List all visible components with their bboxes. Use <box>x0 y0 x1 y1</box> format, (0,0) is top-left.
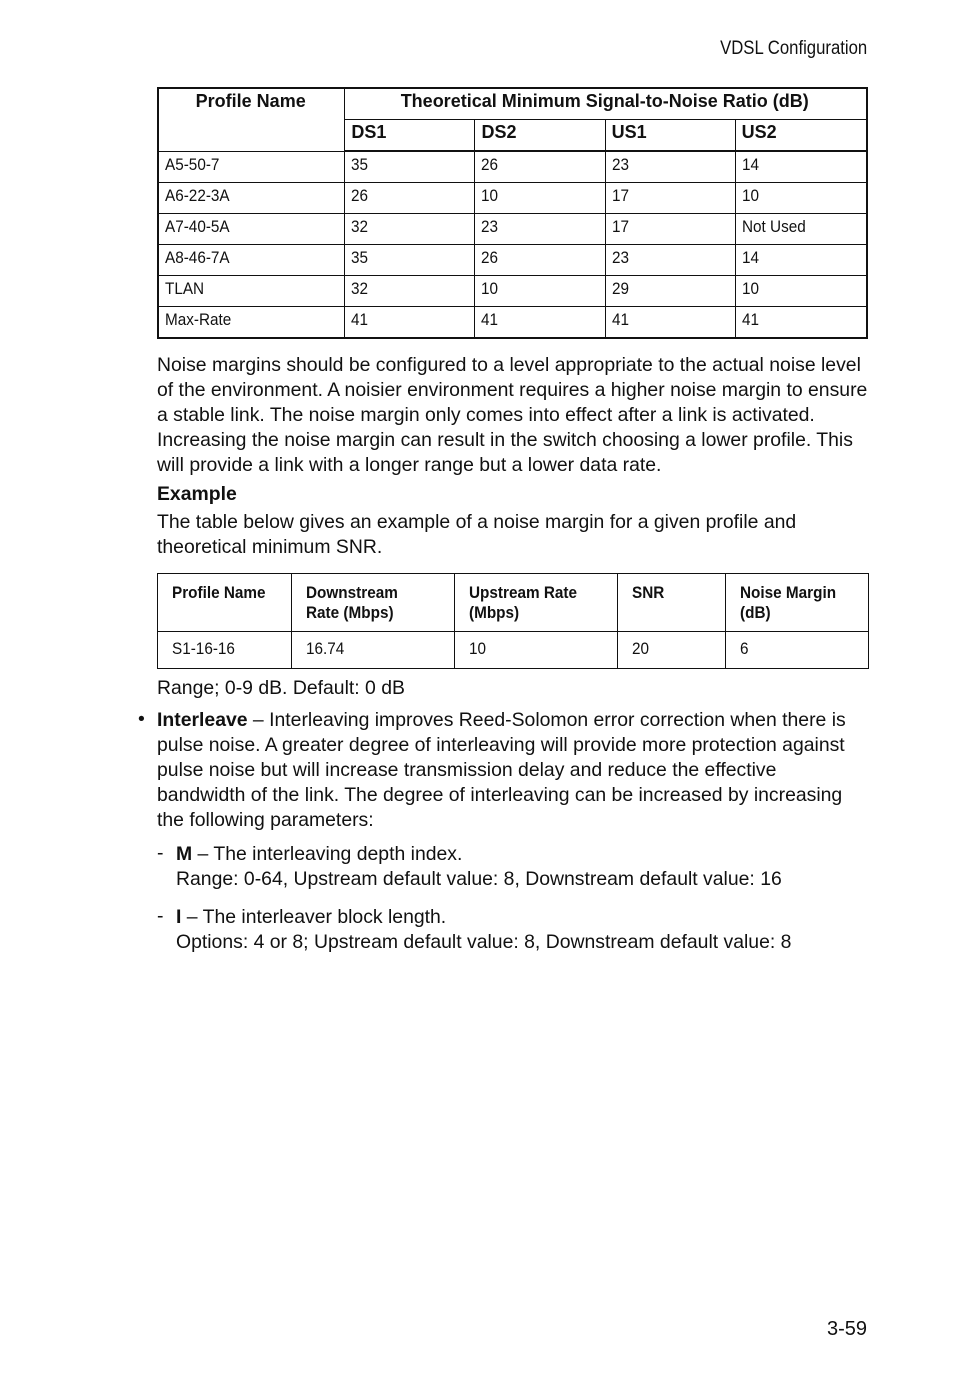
table-cell: A7-40-5A <box>158 214 345 245</box>
table-row <box>158 151 867 183</box>
example-heading: Example <box>157 483 237 505</box>
example-table <box>157 573 869 669</box>
table-cell: 10 <box>455 632 618 669</box>
table-cell: 35 <box>345 245 475 276</box>
sub-item-i <box>176 905 866 955</box>
table-cell: 14 <box>735 151 867 183</box>
column-header-snr-group: Theoretical Minimum Signal-to-Noise Ratio (dB) <box>345 88 867 120</box>
snr-table <box>157 87 868 339</box>
table-cell: 41 <box>475 307 605 339</box>
interleave-description: – Interleaving improves Reed-Solomon error correction when there is pulse noise. A greater degree of interleaving will provide more protection against pulse noise but will increase transmission delay and reduce the effective bandwidth of the link. The degree of interleaving can be increased by increasing the following parameters: <box>157 709 846 831</box>
table-cell: 32 <box>345 276 475 307</box>
column-header-us1: US1 <box>605 120 735 152</box>
column-header-upstream-rate: Upstream Rate (Mbps) <box>455 574 618 632</box>
table-cell: 16.74 <box>292 632 455 669</box>
sub-item-desc: – The interleaving depth index. <box>192 843 463 865</box>
table-cell: 41 <box>605 307 735 339</box>
table-cell: Max-Rate <box>158 307 345 339</box>
column-header-profile-name: Profile Name <box>158 88 345 151</box>
column-header-snr: SNR <box>618 574 726 632</box>
table-cell: Not Used <box>735 214 867 245</box>
table-row <box>158 214 867 245</box>
table-cell: A8-46-7A <box>158 245 345 276</box>
sub-item-term: M <box>176 843 193 865</box>
running-header: VDSL Configuration <box>719 38 867 59</box>
table-cell: 26 <box>475 245 605 276</box>
sub-item-detail: Range: 0-64, Upstream default value: 8, Downstream default value: 16 <box>176 868 782 890</box>
table-cell: 17 <box>605 183 735 214</box>
noise-margin-paragraph: Noise margins should be configured to a level appropriate to the actual noise level of the environment. A noisier environment requires a higher noise margin to ensure a stable link. The noise margin only comes into effect after a link is activated. Increasing the noise margin can result in the switch choosing a lower profile. This will provide a link with a longer range but a lower data rate. <box>157 354 868 476</box>
interleave-term: Interleave <box>157 709 248 731</box>
table-cell: 41 <box>345 307 475 339</box>
table-cell: 10 <box>735 183 867 214</box>
sub-item-detail: Options: 4 or 8; Upstream default value: 8, Downstream default value: 8 <box>176 931 792 953</box>
table-cell: 10 <box>735 276 867 307</box>
table-cell: 35 <box>345 151 475 183</box>
column-header-downstream-rate: Downstream Rate (Mbps) <box>292 574 455 632</box>
sub-item-m <box>176 842 866 892</box>
table-row <box>158 245 867 276</box>
table-cell: TLAN <box>158 276 345 307</box>
column-header-noise-margin: Noise Margin (dB) <box>726 574 869 632</box>
table-cell: 20 <box>618 632 726 669</box>
table-cell: 14 <box>735 245 867 276</box>
table-cell: 29 <box>605 276 735 307</box>
sub-item-desc: – The interleaver block length. <box>181 906 447 928</box>
column-header-profile-name: Profile Name <box>158 574 292 632</box>
table-cell: 26 <box>475 151 605 183</box>
table-header-row <box>158 88 867 120</box>
sub-item-term: I <box>176 906 182 928</box>
dash-marker: - <box>157 905 164 927</box>
table-cell: A6-22-3A <box>158 183 345 214</box>
table-cell: 10 <box>475 276 605 307</box>
table-row <box>158 632 869 669</box>
table-cell: S1-16-16 <box>158 632 292 669</box>
table-cell: A5-50-7 <box>158 151 345 183</box>
table-cell: 23 <box>605 245 735 276</box>
table-cell: 41 <box>735 307 867 339</box>
column-header-ds1: DS1 <box>345 120 475 152</box>
bullet-marker: • <box>138 708 145 730</box>
table-row <box>158 307 867 339</box>
page-number: 3-59 <box>826 1318 867 1340</box>
table-cell: 17 <box>605 214 735 245</box>
table-cell: 23 <box>605 151 735 183</box>
table-cell: 10 <box>475 183 605 214</box>
table-row <box>158 183 867 214</box>
table-cell: 6 <box>726 632 869 669</box>
table-cell: 23 <box>475 214 605 245</box>
table-header-row <box>158 574 869 632</box>
table-cell: 26 <box>345 183 475 214</box>
table-row <box>158 276 867 307</box>
range-text: Range; 0-9 dB. Default: 0 dB <box>157 677 405 699</box>
interleave-paragraph <box>157 708 869 833</box>
table-cell: 32 <box>345 214 475 245</box>
example-paragraph: The table below gives an example of a noise margin for a given profile and theoretical minimum SNR. <box>157 511 797 558</box>
dash-marker: - <box>157 842 164 864</box>
column-header-us2: US2 <box>735 120 867 152</box>
column-header-ds2: DS2 <box>475 120 605 152</box>
